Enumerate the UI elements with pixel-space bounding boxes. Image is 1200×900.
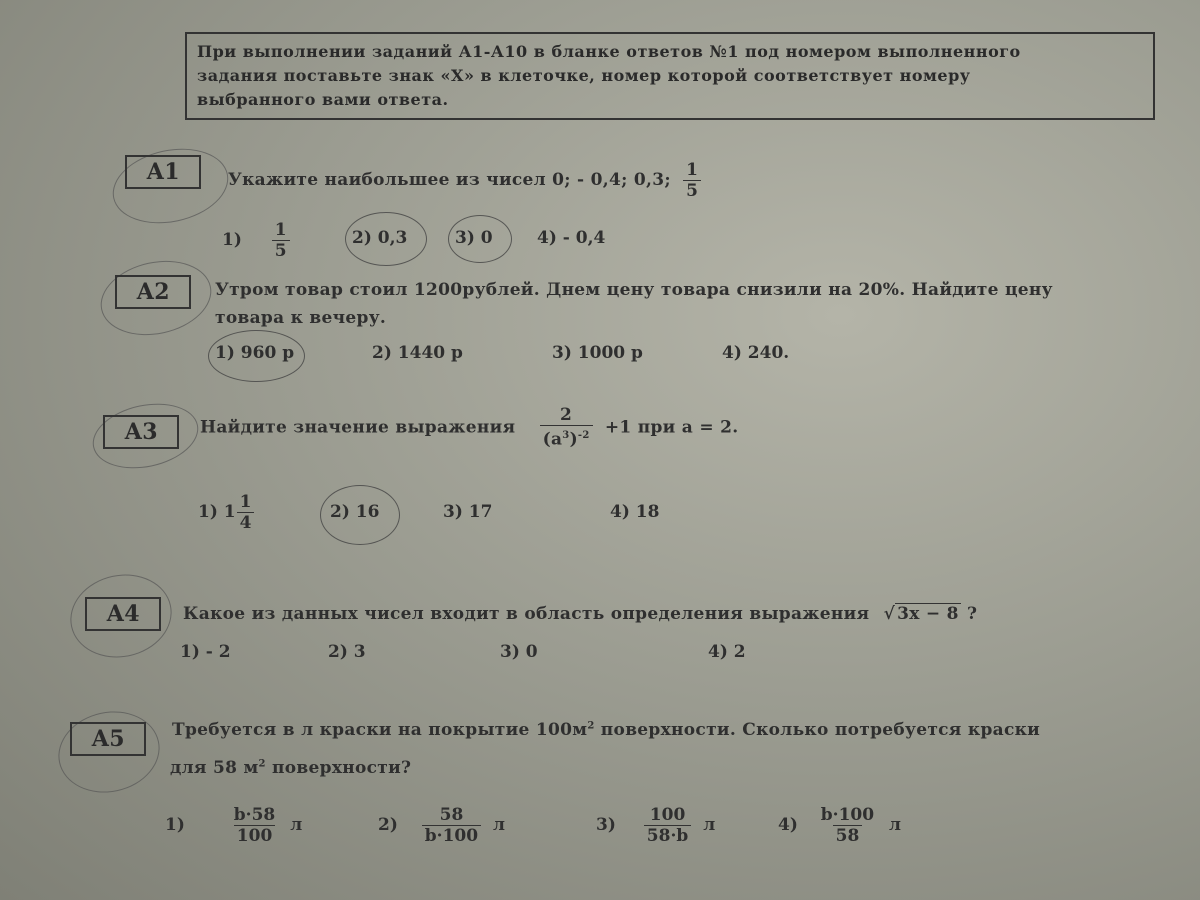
question-text-a3-main: Найдите значение выражения xyxy=(200,417,516,438)
question-text-a4 xyxy=(183,603,977,624)
instruction-box xyxy=(185,32,1155,120)
option-a4-1 xyxy=(180,642,231,662)
fraction-numerator: 2 xyxy=(560,405,573,425)
option-number: 3) xyxy=(455,228,475,248)
option-unit: л xyxy=(290,815,303,835)
option-a2-4 xyxy=(722,343,789,363)
option-number: 3) xyxy=(552,343,572,363)
option-a5-4 xyxy=(778,805,901,846)
option-fraction xyxy=(422,805,481,846)
question-text-a1 xyxy=(228,160,707,201)
question-text-a5-line-2-b: поверхности? xyxy=(265,758,412,778)
answer-circle-mark xyxy=(208,330,305,382)
option-number: 1) xyxy=(198,502,218,522)
fraction-denominator: 100 xyxy=(234,825,276,846)
denominator-base: (a xyxy=(542,429,563,450)
denominator-paren: ) xyxy=(569,429,578,450)
option-number: 4) xyxy=(778,815,798,835)
question-text-a1-main: Укажите наибольшее из чисел 0; - 0,4; 0,3; xyxy=(228,170,671,190)
fraction-numerator: 1 xyxy=(239,492,252,512)
option-a3-3 xyxy=(443,502,492,522)
option-number: 1) xyxy=(165,815,185,835)
option-a3-4 xyxy=(610,502,659,522)
question-label-a4: А4 xyxy=(85,597,161,631)
instruction-line-1: При выполнении заданий А1-А10 в бланке ответов №1 под номером выполненного xyxy=(197,42,1021,61)
option-number: 2) xyxy=(372,343,392,363)
option-value: 240. xyxy=(747,343,790,363)
answer-circle-mark xyxy=(448,215,512,263)
option-number: 2) xyxy=(352,228,372,248)
option-unit: л xyxy=(703,815,716,835)
question-text-a5-line-2 xyxy=(170,758,411,778)
fraction-one-fifth xyxy=(683,160,701,201)
fraction-denominator: 5 xyxy=(683,180,701,201)
squared-exponent: 2 xyxy=(258,758,266,770)
option-fraction xyxy=(237,492,255,533)
option-value: 18 xyxy=(635,502,660,522)
option-value: - 2 xyxy=(205,642,231,662)
fraction-denominator: b·100 xyxy=(422,825,481,846)
sqrt-expression: √ 3x − 8 xyxy=(883,604,959,624)
option-a2-2 xyxy=(372,343,463,363)
fraction-numerator: 1 xyxy=(274,220,287,240)
option-a5-2 xyxy=(378,805,505,846)
option-a5-1 xyxy=(165,805,302,846)
fraction-numerator: b·100 xyxy=(820,805,875,825)
option-value: 0 xyxy=(525,642,538,662)
option-number: 1) xyxy=(215,343,235,363)
fraction-numerator: 100 xyxy=(649,805,686,825)
option-a1-4 xyxy=(537,228,605,248)
question-label-a2: А2 xyxy=(115,275,191,309)
option-number: 2) xyxy=(330,502,350,522)
option-whole: 1 xyxy=(223,502,236,522)
question-text-a5-line-1 xyxy=(172,720,1040,740)
instruction-line-2: задания поставьте знак «Х» в клеточке, номер которой соответствует номеру xyxy=(197,66,971,85)
option-value: 960 р xyxy=(240,343,295,363)
answer-circle-mark xyxy=(320,485,400,545)
question-label-a1: А1 xyxy=(125,155,201,189)
fraction-numerator: 1 xyxy=(686,160,699,180)
denominator-exponent: 3 xyxy=(562,430,570,441)
option-a4-4 xyxy=(708,642,746,662)
option-number: 2) xyxy=(328,642,348,662)
option-number: 4) xyxy=(722,343,742,363)
option-unit: л xyxy=(889,815,902,835)
option-number: 4) xyxy=(610,502,630,522)
option-value: 2 xyxy=(733,642,746,662)
option-number: 4) xyxy=(708,642,728,662)
option-unit: л xyxy=(493,815,506,835)
option-fraction xyxy=(272,220,290,261)
instruction-line-3: выбранного вами ответа. xyxy=(197,90,449,109)
option-a3-1 xyxy=(198,492,260,533)
denominator-outer-exponent: -2 xyxy=(577,430,590,441)
option-fraction xyxy=(644,805,691,846)
question-text-a4-tail: ? xyxy=(960,604,978,624)
option-number: 3) xyxy=(596,815,616,835)
option-value: 17 xyxy=(468,502,493,522)
option-value: 1440 р xyxy=(397,343,463,363)
option-fraction xyxy=(231,805,278,846)
expression-fraction xyxy=(540,405,593,450)
option-a1-1 xyxy=(222,220,296,261)
fraction-numerator: 58 xyxy=(439,805,464,825)
option-value: 1000 р xyxy=(577,343,643,363)
question-text-a4-main: Какое из данных чисел входит в область определения выражения xyxy=(183,604,870,624)
fraction-denominator xyxy=(540,425,593,450)
option-number: 4) xyxy=(537,228,557,248)
option-value: 0 xyxy=(480,228,493,248)
option-number: 3) xyxy=(500,642,520,662)
squared-exponent: 2 xyxy=(587,720,595,732)
option-a2-3 xyxy=(552,343,643,363)
fraction-numerator: b·58 xyxy=(233,805,276,825)
option-number: 3) xyxy=(443,502,463,522)
option-value: 3 xyxy=(353,642,366,662)
option-value: 16 xyxy=(355,502,380,522)
option-value: 0,3 xyxy=(377,228,408,248)
fraction-denominator: 58·b xyxy=(644,825,691,846)
question-label-a5: А5 xyxy=(70,722,146,756)
question-label-a3: А3 xyxy=(103,415,179,449)
expression-tail: +1 при a = 2. xyxy=(604,417,739,438)
fraction-denominator: 5 xyxy=(272,240,290,261)
answer-circle-mark xyxy=(345,212,427,266)
option-number: 1) xyxy=(180,642,200,662)
option-number: 2) xyxy=(378,815,398,835)
option-value: - 0,4 xyxy=(562,228,606,248)
option-a4-2 xyxy=(328,642,366,662)
question-text-a5-line-1-b: поверхности. Сколько потребуется краски xyxy=(594,720,1041,740)
question-text-a2-line-1: Утром товар стоил 1200рублей. Днем цену товара снизили на 20%. Найдите цену xyxy=(215,280,1053,300)
fraction-denominator: 58 xyxy=(833,825,863,846)
question-text-a5-line-2-a: для 58 м xyxy=(170,758,259,778)
sqrt-radicand: 3x − 8 xyxy=(897,604,959,624)
question-text-a5-line-1-a: Требуется в л краски на покрытие 100м xyxy=(172,720,588,740)
option-fraction xyxy=(818,805,877,846)
option-number: 1) xyxy=(222,230,242,250)
option-a5-3 xyxy=(596,805,715,846)
question-text-a2-line-2: товара к вечеру. xyxy=(215,308,387,328)
question-text-a3 xyxy=(200,405,738,450)
fraction-denominator: 4 xyxy=(237,512,255,533)
option-a4-3 xyxy=(500,642,538,662)
